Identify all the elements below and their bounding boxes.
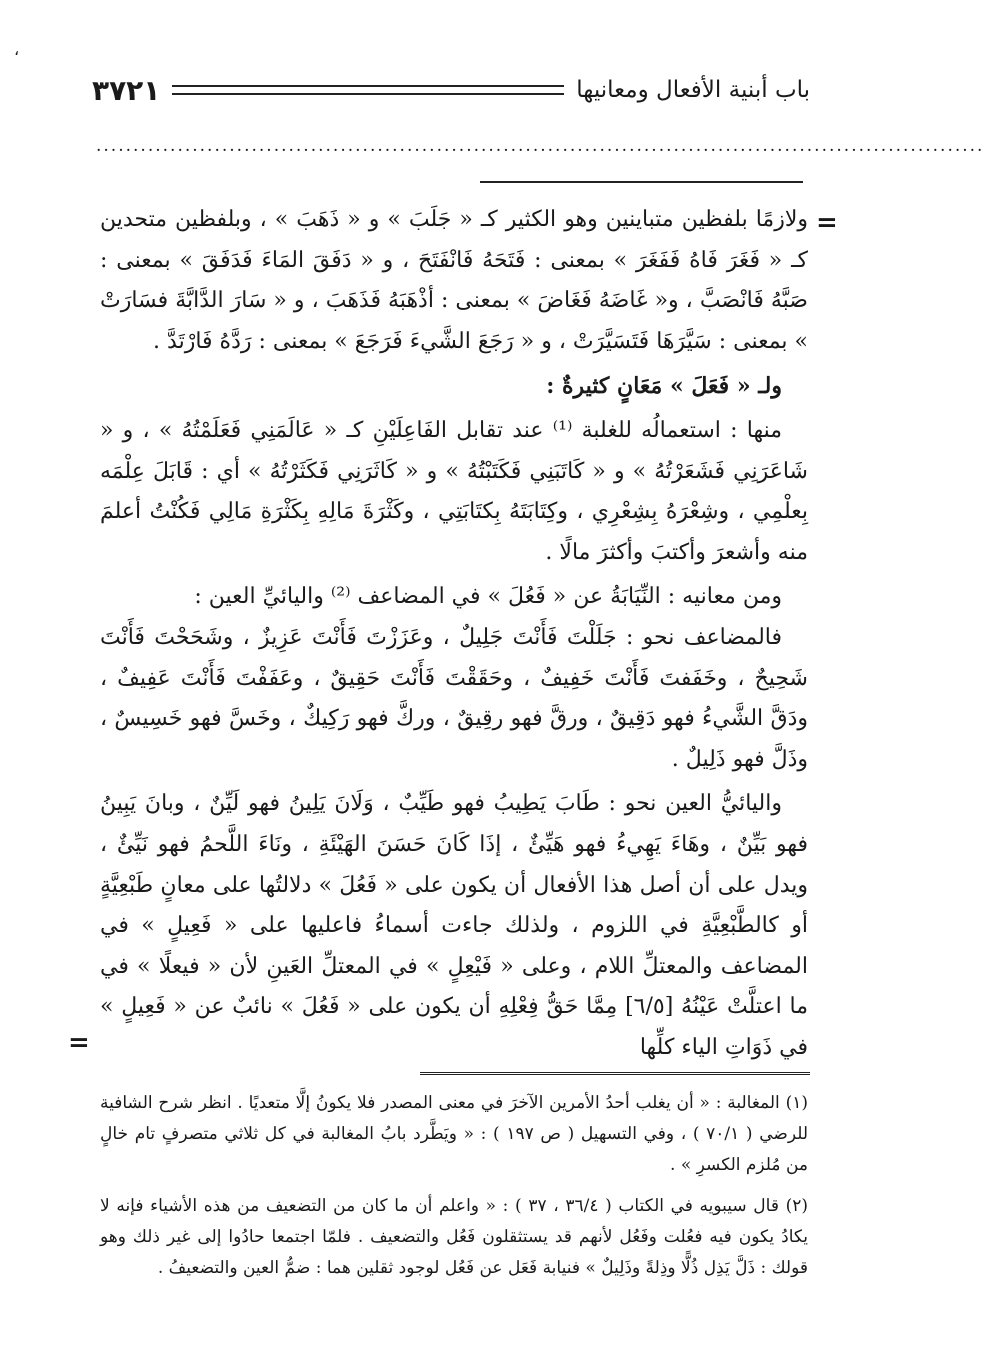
main-text — [100, 200, 808, 1068]
running-head — [92, 70, 810, 110]
section-heading: ولـ « فَعَلَ » مَعَانٍ كثيرةٌ : — [546, 373, 782, 400]
footnotes — [100, 1088, 808, 1294]
chapter-title: باب أبنية الأفعال ومعانيها — [576, 77, 810, 103]
footnote: (٢) قال سيبويه في الكتاب ( ٣٦/٤ ، ٣٧ ) : « واعلم أن ما كان من التضعيف من هذه الأشياء فإنه لا يكادُ يكون فيه فعُلت وفَعُل لأنهم قد يستثقلون فَعُل والتضعيف . فلمّا اجتمعا حادُوا إلى غير ذلك وهو قولك : ذَلَّ يَذِل ذُلًّا وذِلةً وذَلِيلٌ » فنيابة فَعَل عن فَعُل لوجود ثقلين هما : ضمُّ العين والتضعيفُ . — [100, 1196, 809, 1278]
footnote: (١) المغالبة : « أن يغلب أحدُ الأمرين الآخرَ في معنى المصدر فلا يكونُ إلَّا متعديًا . انظر شرح الشافية للرضي ( ٧٠/١ ) ، وفي التسهيل ( ص ١٩٧ ) : « ويَطَّرد بابُ المغالبة في كل ثلاثي متصرفٍ تام خالٍ من مُلزم الكسرِ » . — [100, 1093, 809, 1175]
footnote-rule — [420, 1072, 810, 1077]
paragraph: منها : استعمالُه للغلبة ⁽¹⁾ عند تقابل الفَاعِلَيْنِ كـ « عَالَمَنِي فَعَلَمْتُهُ » ، و « شَاعَرَنِي فَشَعَرْتُهُ » و « كَاتَبَنِي فَكَتَبْتُهُ » و « كَاثَرَنِي فَكَثَرْتُهُ » أي : قَابَلَ عِلْمَه بِعلْمِي ، وشِعْرَهُ بِشِعْرِي ، وكِتَابَتَهُ بِكتَابَتِي ، وكَثْرَةَ مَالِهِ بِكَثْرَةِ مَالِي فَكُنْتُ أعلمَ منه وأشعرَ وأكتبَ وأكثرَ مالًا . — [100, 417, 808, 565]
paragraph: واليائيُّ العين نحو : طَابَ يَطِيبُ فهو طَيِّبٌ ، وَلَانَ يَلِينُ فهو لَيِّنٌ ، وبانَ يَبِينُ فهو بَيِّنٌ ، وهَاءَ يَهِيءُ فهو هَيِّئٌ ، إذَا كَانَ حَسَنَ الهَيْئَةِ ، ونَاءَ اللَّحمُ فهو نَيِّئٌ ، ويدل على أن أصل هذا الأفعال أن يكون على « فَعُلَ » دلالتُها على معانٍ طَبْعِيَّةٍ أو كالطَّبْعِيَّةِ في اللزوم ، ولذلك جاءت أسماءُ فاعليها على « فَعِيلٍ » في المضاعف والمعتلِّ اللام ، وعلى « فَيْعِلٍ » في المعتلِّ العَينِ لأن « فيعلًا » في ما اعتلَّتْ عَيْنُهُ [٦/٥] مِمَّا حَقُّ فِعْلِهِ أن يكون على « فَعُلَ » نائبٌ عن « فَعِيلٍ » في ذَوَاتِ الياء كلِّها — [100, 791, 808, 1060]
header-rule — [172, 85, 564, 95]
paragraph: فالمضاعف نحو : جَلَلْتَ فَأَنْتَ جَلِيلٌ ، وعَزَزْتَ فَأَنْتَ عَزِيزٌ ، وشَحَحْتَ فَأَنْتَ شَحِيحٌ ، وخَفَفتَ فَأَنْتَ خَفِيفٌ ، وحَقَقْتَ فَأَنْتَ حَقِيقٌ ، وعَفَفْتَ فَأَنْتَ عَفِيفٌ ، ودَقَّ الشَّيءُ فهو دَقِيقٌ ، ورقَّ فهو رقِيقٌ ، وركَّ فهو رَكِيكٌ ، وخَسَّ فهو خَسِيسٌ ، وذَلَّ فهو ذَلِيلٌ . — [100, 624, 808, 772]
continuation-mark-start: = — [816, 208, 838, 238]
dotted-separator: ........................................................................................................................ — [96, 136, 984, 156]
section-rule — [480, 181, 803, 183]
paragraph: ومن معانيه : النِّيَابَةُ عن « فَعُلَ » في المضاعف ⁽²⁾ واليائيِّ العين : — [194, 584, 782, 610]
continuation-mark-end: = — [68, 1028, 90, 1058]
page-number: ٣٧٢١ — [92, 73, 161, 107]
paragraph: ولازمًا بلفظين متباينين وهو الكثير كـ « جَلَبَ » و « ذَهَبَ » ، وبلفظين متحدين كـ « فَغَرَ فَاهُ فَفَغَرَ » بمعنى : فَتَحَهُ فَانْفَتَحَ ، و « دَفَقَ المَاءَ فَدَفَقَ » بمعنى : صَبَّهُ فَانْصَبَّ ، و« غَاضَهُ فَغَاضَ » بمعنى : أذْهَبَهُ فَذَهَبَ ، و « سَارَ الدَّابَّةَ فسَارَتْ » بمعنى : سَيَّرَهَا فَتَسَيَّرَتْ ، و « رَجَعَ الشَّيءَ فَرَجَعَ » بمعنى : رَدَّهُ فَارْتَدَّ . — [100, 207, 808, 354]
margin-mark: ، — [14, 40, 20, 59]
